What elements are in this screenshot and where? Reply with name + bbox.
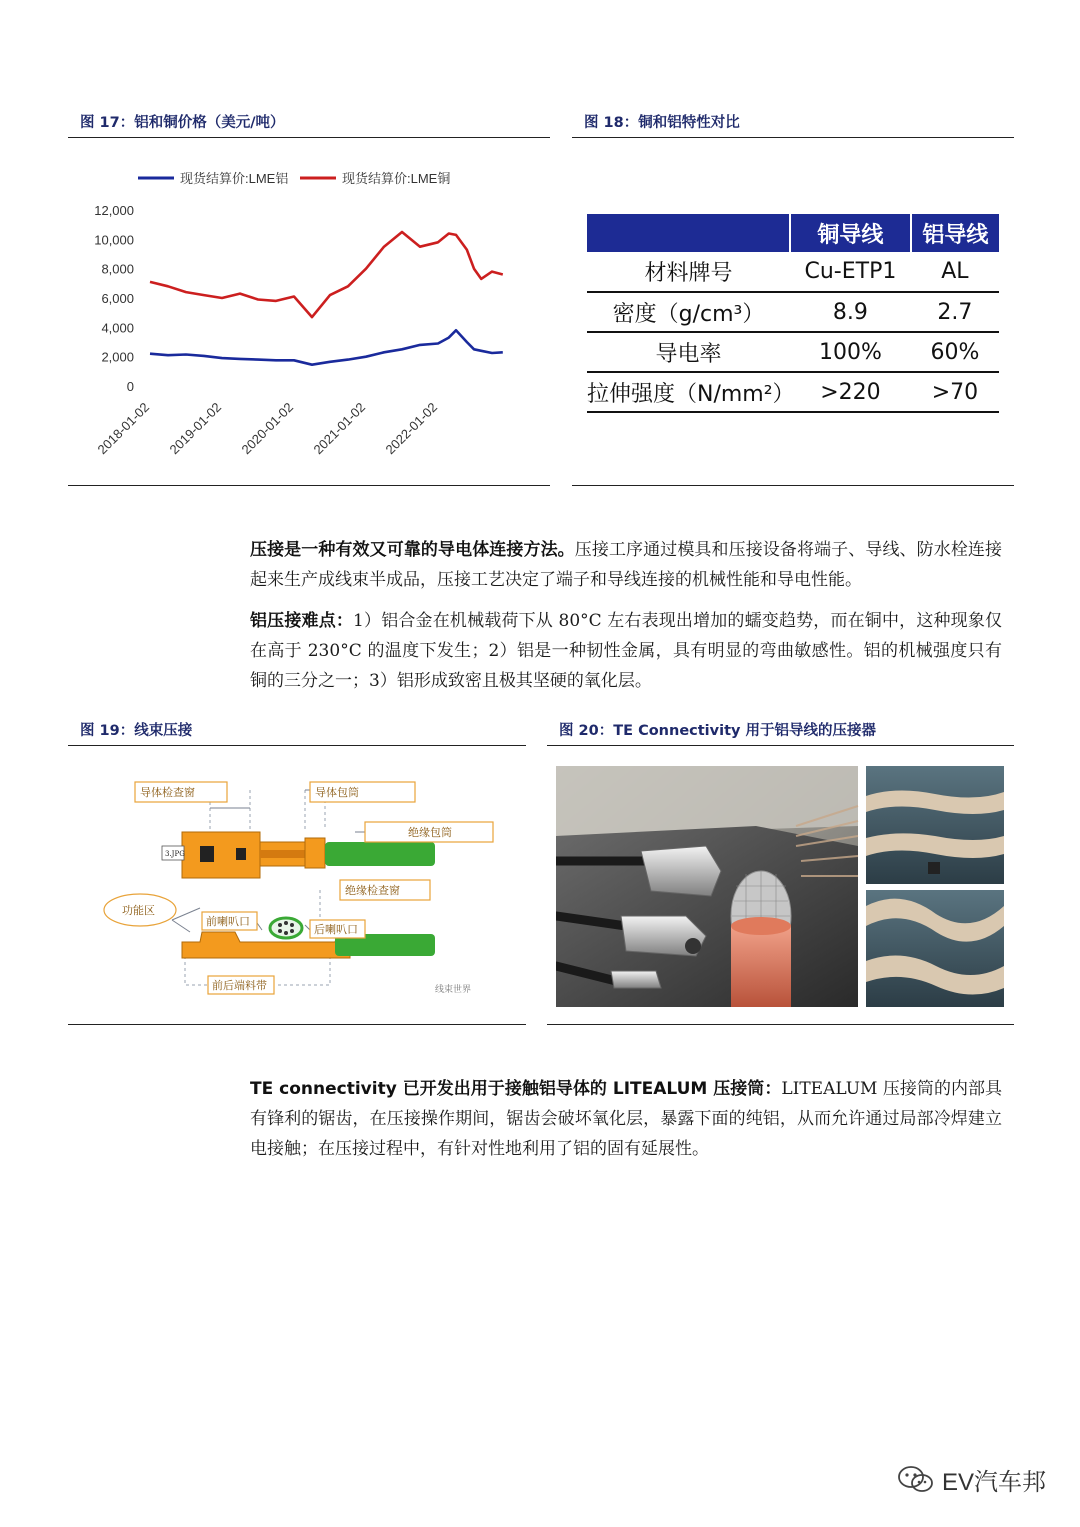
paragraph-lead: TE connectivity 已开发出用于接触铝导体的 LITEALUM 压接筒： <box>250 1079 782 1099</box>
table-cell: 8.9 <box>790 292 911 332</box>
table-cell: 拉伸强度（N/mm²） <box>587 372 790 412</box>
fig17-bottom-rule <box>68 485 550 486</box>
x-tick-label: 2020-01-02 <box>238 399 297 458</box>
table-cell: 材料牌号 <box>587 252 790 292</box>
fig17-top-rule <box>68 137 550 138</box>
fig19-bottom-rule <box>68 1024 526 1025</box>
y-tick-label: 12,000 <box>94 203 134 218</box>
x-tick-label: 2018-01-02 <box>94 399 153 458</box>
label-conductor-window: 导体检查窗 <box>140 786 195 799</box>
litealum-crimp-photos <box>556 766 1004 1007</box>
crimp-terminal-3 <box>611 971 661 988</box>
terminal-hole <box>685 938 701 954</box>
y-tick-label: 2,000 <box>101 349 134 365</box>
crimp-terminal-1 <box>641 846 721 896</box>
table-header-row <box>587 214 999 252</box>
table-header-cell <box>587 214 790 252</box>
table-row <box>587 292 999 332</box>
series-line-copper <box>150 232 503 317</box>
fig17-chart <box>68 140 550 480</box>
table-cell: >220 <box>790 372 911 412</box>
paragraph-text: 1）铝合金在机械载荷下从 80°C 左右表现出增加的蠕变趋势，而在铜中，这种现象仅在高于 230°C 的温度下发生；2）铝是一种韧性金属，具有明显的弯曲敏感性。铝的机械强度只有铜的三分之一；3）铝形成致密且极其坚硬的氧化层。 <box>250 611 1003 691</box>
y-tick-label: 4,000 <box>101 320 134 336</box>
y-tick-label: 8,000 <box>101 261 134 277</box>
table-cell: 密度（g/cm³） <box>587 292 790 332</box>
label-rear-bellmouth: 后喇叭口 <box>314 923 358 936</box>
table-row <box>587 372 999 412</box>
table-cell: Cu-ETP1 <box>790 252 911 292</box>
paragraph-text: 压接工序通过模具和压接设备将端子、导线、防水栓连接起来生产成线束半成品，压接工艺决定了端子和导线连接的机械性能和导电性能。 <box>250 540 1003 590</box>
crimp-terminal-diagram <box>100 770 520 1010</box>
copper-tube <box>731 926 791 1007</box>
fig18-title: 图 18：铜和铝特性对比 <box>584 115 740 131</box>
paragraph-aluminum-difficulty <box>250 606 1002 696</box>
y-tick-label: 0 <box>126 379 134 394</box>
file-tag: 3.JPG <box>165 850 185 858</box>
label-carrier-strip: 前后端料带 <box>212 979 267 992</box>
y-tick-label: 10,000 <box>94 232 134 248</box>
table-header-cell: 铝导线 <box>911 214 999 252</box>
x-tick-label: 2022-01-02 <box>382 399 441 458</box>
paragraph-lead: 铝压接难点： <box>250 611 354 631</box>
series-line-aluminum <box>150 330 503 364</box>
source-watermark: 线束世界 <box>435 985 472 995</box>
paragraph-lead: 压接是一种有效又可靠的导电体连接方法。 <box>250 540 575 560</box>
legend-label: 现货结算价:LME铝 <box>180 171 289 186</box>
terminal-window-mark <box>236 848 246 860</box>
wire-insulation-top <box>325 842 435 866</box>
fig19-title: 图 19：线束压接 <box>80 723 193 739</box>
paragraph-crimping <box>250 535 1002 595</box>
x-tick-label: 2019-01-02 <box>166 399 225 458</box>
table-row <box>587 252 999 292</box>
fig20-title: 图 20：TE Connectivity 用于铝导线的压接器 <box>559 723 877 739</box>
fig20-top-rule <box>547 745 1014 746</box>
table-cell: 100% <box>790 332 911 372</box>
fig20-bottom-rule <box>547 1024 1014 1025</box>
photo-background-highlight <box>556 766 858 836</box>
label-insulation-window: 绝缘检查窗 <box>345 884 400 897</box>
y-tick-label: 6,000 <box>101 291 134 306</box>
micrograph-marker <box>928 862 940 874</box>
label-conductor-barrel: 导体包筒 <box>315 786 359 799</box>
x-tick-label: 2021-01-02 <box>310 399 369 458</box>
fig19-top-rule <box>68 745 526 746</box>
table-cell: AL <box>911 252 999 292</box>
wechat-icon <box>896 1465 936 1495</box>
copper-tube-opening <box>731 917 791 935</box>
terminal-window-mark <box>200 846 214 862</box>
fig18-top-rule <box>572 137 1014 138</box>
table-cell: 60% <box>911 332 999 372</box>
table-header-cell: 铜导线 <box>790 214 911 252</box>
conductor-strands <box>260 850 305 858</box>
table-cell: >70 <box>911 372 999 412</box>
label-insulation-barrel: 绝缘包筒 <box>408 826 452 839</box>
table-cell: 2.7 <box>911 292 999 332</box>
label-front-bellmouth: 前喇叭口 <box>206 915 250 928</box>
fig17-title: 图 17：铝和铜价格（美元/吨） <box>80 115 285 131</box>
table-cell: 导电率 <box>587 332 790 372</box>
table-row <box>587 332 999 372</box>
paragraph-litealum <box>250 1074 1002 1164</box>
insulation-barrel-top <box>305 838 325 868</box>
wechat-watermark <box>896 1462 1046 1497</box>
label-function-zone: 功能区 <box>122 904 155 917</box>
paragraph-text: LITEALUM 压接筒的内部具有锋利的锯齿，在压接操作期间，锯齿会破坏氧化层，暴露下面的纯铝，从而允许通过局部冷焊建立电接触；在压接过程中，有针对性地利用了铝的固有延展性。 <box>250 1079 1002 1159</box>
fig18-bottom-rule <box>572 485 1014 486</box>
legend-label: 现货结算价:LME铜 <box>342 171 451 186</box>
watermark-text: EV汽车邦 <box>941 1469 1046 1496</box>
terminal-body-top <box>182 832 260 878</box>
copper-aluminum-table <box>587 214 999 413</box>
